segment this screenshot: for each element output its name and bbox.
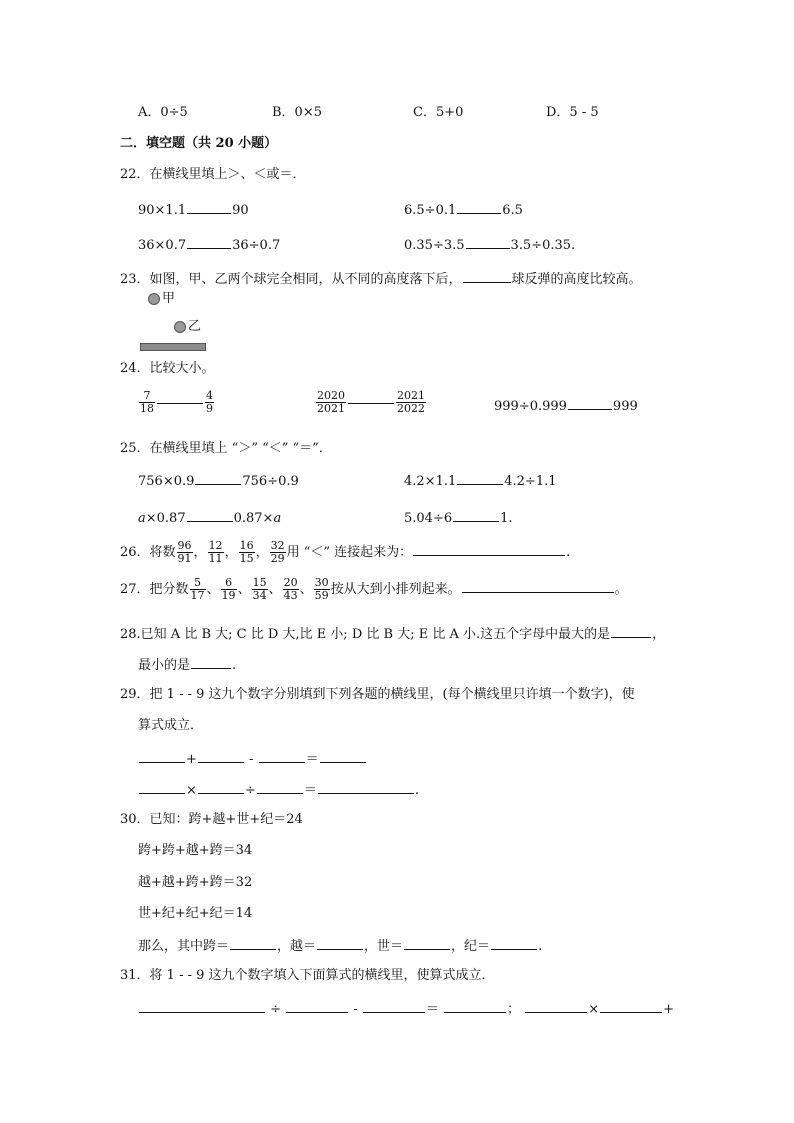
- q23-question: 23．如图，甲、乙两个球完全相同，从不同的高度落下后， 球反弹的高度比较高。: [120, 269, 642, 289]
- answer-blank[interactable]: [317, 936, 363, 950]
- q22-title: 22．在横线里填上＞、＜或＝．: [120, 167, 306, 182]
- q22-item-b: 6.5÷0.1 6.5: [404, 200, 523, 220]
- answer-blank[interactable]: [157, 402, 203, 404]
- q24-item-a: [138, 390, 215, 416]
- answer-blank[interactable]: [139, 999, 265, 1013]
- answer-blank[interactable]: [191, 655, 231, 669]
- fraction: $\frac{96}{91}$: [177, 539, 192, 565]
- fraction: $\frac{12}{11}$: [208, 539, 223, 565]
- q27-question: 27．把分数 $\frac{5}{17}$ 、 $\frac{6}{19}$ 、 $\frac{15}{34}$ 、 $\frac{20}{43}$ 、 $\frac{30}{59}$ 按从大到小排列起来。 。: [120, 576, 628, 602]
- answer-blank[interactable]: [457, 471, 503, 485]
- option-a: A．0÷5: [138, 105, 188, 120]
- fraction: $\frac{7}{18}$: [140, 389, 154, 415]
- answer-blank[interactable]: [453, 508, 499, 522]
- answer-blank[interactable]: [198, 780, 244, 794]
- answer-blank[interactable]: [318, 780, 414, 794]
- ball-yi: 乙: [174, 318, 201, 336]
- q30-line1: 30．已知：跨+越+世+纪＝24: [120, 812, 303, 827]
- q31-equation: ÷ - ＝ ； × +: [138, 999, 674, 1019]
- fraction: $\frac{6}{19}$: [221, 576, 236, 602]
- fraction: $\frac{20}{43}$: [283, 576, 298, 602]
- answer-blank[interactable]: [466, 235, 510, 249]
- option-b: B．0×5: [272, 105, 322, 120]
- answer-blank[interactable]: [525, 999, 587, 1013]
- fraction: $\frac{16}{15}$: [239, 539, 254, 565]
- answer-blank[interactable]: [348, 402, 394, 404]
- q25-item-b: 4.2×1.1 4.2÷1.1: [404, 471, 557, 491]
- ball-icon: [174, 321, 186, 333]
- answer-blank[interactable]: [139, 749, 185, 763]
- q31-line1: 31．将 1 - - 9 这九个数字填入下面算式的横线里，使算式成立．: [120, 968, 495, 983]
- q30-answer-line: 那么，其中跨＝ ，越＝ ，世＝ ，纪＝ .: [138, 936, 542, 956]
- q25-item-d: 5.04÷6 1.: [404, 508, 513, 528]
- q29-line1: 29．把 1 - - 9 这九个数字分别填到下列各题的横线里，(每个横线里只许填一个数字)，使: [120, 687, 635, 702]
- q30-line2: 跨+跨+越+跨＝34: [138, 843, 253, 858]
- option-c: C．5+0: [413, 105, 464, 120]
- q28-line2: 最小的是 .: [138, 655, 236, 675]
- answer-blank[interactable]: [259, 749, 305, 763]
- answer-blank[interactable]: [462, 579, 614, 593]
- q22-item-a: 90×1.1 90: [138, 200, 249, 220]
- answer-blank[interactable]: [198, 749, 244, 763]
- q29-line2: 算式成立．: [138, 718, 204, 733]
- answer-blank[interactable]: [568, 396, 612, 410]
- answer-blank[interactable]: [187, 200, 231, 214]
- fraction: $\frac{32}{29}$: [270, 539, 285, 565]
- section-title: 二．填空题（共 20 小题）: [120, 136, 278, 151]
- answer-blank[interactable]: [463, 269, 511, 283]
- fraction: $\frac{30}{59}$: [314, 576, 329, 602]
- answer-blank[interactable]: [363, 999, 425, 1013]
- q25-item-c: a×0.87 0.87×a: [138, 508, 281, 528]
- q25-title: 25．在横线里填上 “＞” “＜” “＝”．: [120, 441, 332, 456]
- answer-blank[interactable]: [230, 936, 276, 950]
- answer-blank[interactable]: [257, 780, 303, 794]
- answer-blank[interactable]: [444, 999, 506, 1013]
- q24-title: 24．比较大小。: [120, 361, 215, 376]
- q22-item-d: 0.35÷3.5 3.5÷0.35.: [404, 235, 575, 255]
- q30-line4: 世+纪+纪+纪＝14: [138, 906, 253, 921]
- q26-question: 26．将数 $\frac{96}{91}$ ， $\frac{12}{11}$ ， $\frac{16}{15}$ ， $\frac{32}{29}$ 用 “＜” 连接起来为： .: [120, 539, 571, 565]
- q29-equation-2: × ÷ ＝ .: [138, 780, 419, 800]
- option-d: D．5 - 5: [546, 105, 599, 120]
- q22-item-c: 36×0.7 36÷0.7: [138, 235, 280, 255]
- answer-blank[interactable]: [457, 200, 501, 214]
- fraction: $\frac{5}{17}$: [190, 576, 205, 602]
- q28-line1: 28.已知 A 比 B 大; C 比 D 大,比 E 小; D 比 B 大; E 比 A 小.这五个字母中最大的是 ，: [120, 624, 665, 644]
- answer-blank[interactable]: [187, 235, 231, 249]
- q25-item-a: 756×0.9 756÷0.9: [138, 471, 299, 491]
- answer-blank[interactable]: [195, 471, 241, 485]
- answer-blank[interactable]: [139, 780, 185, 794]
- answer-blank[interactable]: [187, 508, 233, 522]
- ground-bar: [140, 343, 206, 351]
- answer-blank[interactable]: [600, 999, 662, 1013]
- answer-blank[interactable]: [491, 936, 537, 950]
- answer-blank[interactable]: [286, 999, 348, 1013]
- answer-blank[interactable]: [413, 542, 565, 556]
- q30-line3: 越+越+跨+跨＝32: [138, 875, 253, 890]
- answer-blank[interactable]: [320, 749, 366, 763]
- q24-item-c: 999÷0.999 999: [494, 396, 638, 416]
- fraction: $\frac{2020}{2021}$: [317, 389, 345, 415]
- answer-blank[interactable]: [404, 936, 450, 950]
- q29-equation-1: + - ＝: [138, 749, 367, 769]
- ball-icon: [148, 293, 160, 305]
- fraction: $\frac{15}{34}$: [252, 576, 267, 602]
- ball-jia: 甲: [148, 290, 175, 308]
- q24-item-b: [315, 390, 427, 416]
- answer-blank[interactable]: [611, 624, 651, 638]
- fraction: $\frac{2021}{2022}$: [397, 389, 425, 415]
- fraction: $\frac{4}{9}$: [206, 389, 213, 415]
